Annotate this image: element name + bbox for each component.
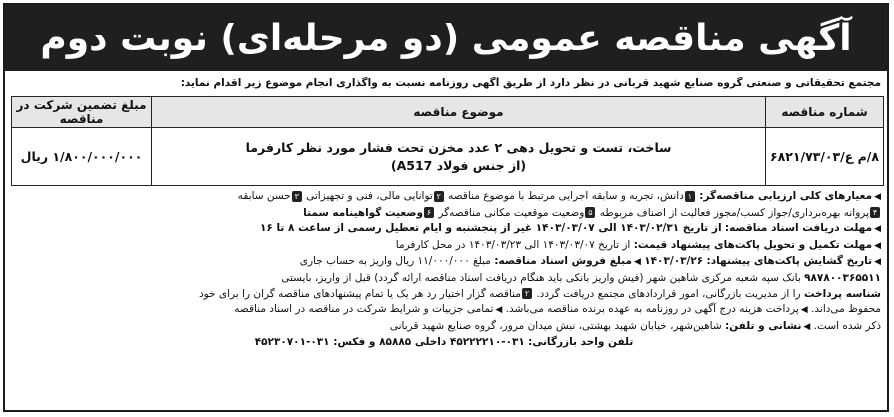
- address-line: [7, 319, 881, 336]
- note-number: ۲: [522, 288, 532, 299]
- opening-date: ۱۴۰۳/۰۳/۲۶: [644, 255, 704, 268]
- criteria-number: ۴: [870, 207, 880, 218]
- payment-id-label: شناسه پرداخت: [803, 287, 881, 300]
- ad-title: آگهی مناقصه عمومی (دو مرحله‌ای) نوبت دوم: [40, 17, 852, 59]
- criteria-number: ۲: [434, 191, 444, 202]
- payment-text-6: تمامی جزییات و شرایط شرکت در مناقصه در اسناد مناقصه: [234, 303, 494, 316]
- criteria-item: توانایی مالی، فنی و تجهیزاتی: [306, 190, 433, 202]
- payment-text-1: بانک سپه شعبه مرکزی شاهین شهر (فیش واریز بانکی باید هنگام دریافت اسناد مناقصه ارائه گردد) قبل از واریز، بایستی: [281, 271, 801, 284]
- criteria-number: ۳: [292, 191, 302, 202]
- table-row: [12, 128, 884, 186]
- arrow-icon: ◀: [495, 305, 503, 316]
- deadline-docs-label: مهلت دریافت اسناد مناقصه:: [724, 222, 873, 235]
- tender-subject: [152, 128, 766, 186]
- intro-text: مجتمع تحقیقاتی و صنعتی گروه صنایع شهید قربانی در نظر دارد از طریق آگهی روزنامه نسبت به واگذاری انجام موضوع زیر اقدام نماید:: [180, 77, 881, 89]
- criteria-line: [7, 189, 881, 206]
- tender-advertisement: [3, 3, 889, 412]
- criteria-item: وضعیت گواهینامه سمتا: [303, 206, 424, 219]
- criteria-item: وضعیت موقعیت مکانی مناقصه‌گر: [438, 206, 585, 219]
- opening-line: [7, 254, 881, 271]
- payment-text-4: محفوظ می‌داند.: [811, 303, 881, 316]
- phone-line: [7, 335, 881, 351]
- tender-subject-line1: ساخت، تست و تحویل دهی ۲ عدد مخزن تحت فشار مورد نظر کارفرما: [245, 139, 672, 155]
- address-text: شاهین‌شهر، خیابان شهید بهشتی، نبش میدان مرور، گروه صنایع شهید قربانی: [389, 319, 722, 332]
- criteria-number: ۱: [685, 191, 695, 202]
- criteria-number: ۶: [424, 207, 434, 218]
- opening-label: تاریخ گشایش پاکت‌های پیشنهاد:: [706, 255, 873, 268]
- arrow-icon: ◀: [874, 192, 881, 202]
- tender-table: [11, 96, 884, 186]
- header-guarantee-amount: مبلغ تضمین شرکت در مناقصه: [12, 97, 152, 128]
- payment-text-3: مناقصه گزار اختیار رد هر یک یا تمام پیشنهادهای مناقصه گران را برای خود: [198, 287, 521, 300]
- payment-line-2: [7, 287, 881, 303]
- deadline-bids-line: [7, 238, 881, 255]
- header-tender-subject: موضوع مناقصه: [152, 97, 766, 128]
- phone-label: تلفن واحد بازرگانی:: [528, 336, 634, 349]
- arrow-icon: ◀: [800, 305, 808, 316]
- arrow-icon: ◀: [633, 257, 641, 268]
- arrow-icon: ◀: [874, 224, 881, 235]
- deadline-bids-label: مهلت تکمیل و تحویل پاکت‌های پیشنهاد قیمت:: [633, 238, 873, 251]
- payment-line-1: [7, 271, 881, 287]
- header-tender-number: شماره مناقصه: [766, 97, 884, 128]
- arrow-icon: ◀: [874, 257, 881, 268]
- payment-text-5: پرداخت هزینه درج آگهی در روزنامه به عهده برنده مناقصه می‌باشد.: [505, 303, 799, 316]
- payment-text-7: ذکر شده است.: [813, 319, 881, 332]
- tender-number: ۸/م ع/۶۸۲۱/۷۳/۰۳: [766, 128, 884, 186]
- payment-line-3: [7, 302, 881, 319]
- address-label: نشانی و تلفن:: [724, 319, 802, 332]
- guarantee-amount: ۱/۸۰۰/۰۰۰/۰۰۰ ریال: [12, 128, 152, 186]
- arrow-icon: ◀: [803, 321, 811, 332]
- tender-subject-line2: (از جنس فولاد A517): [390, 157, 527, 173]
- deadline-docs-line: [7, 221, 881, 238]
- arrow-icon: ◀: [874, 240, 881, 251]
- payment-text-2: را از مدیریت بازرگانی، امور قراردادهای مجتمع دریافت گردد.: [536, 287, 801, 300]
- ad-title-banner: [5, 5, 887, 71]
- document-sale-label: مبلغ فروش اسناد مناقصه:: [494, 255, 632, 268]
- deadline-bids-text: از تاریخ ۱۴۰۳/۰۳/۰۷ الی ۱۴۰۳/۰۳/۲۳ در محل کارفرما: [395, 238, 631, 251]
- criteria-item: حسن سابقه: [237, 190, 291, 202]
- deadline-docs-text: از تاریخ ۱۴۰۳/۰۲/۳۱ الی ۱۴۰۳/۰۳/۰۷ غیر از پنجشنبه و ایام تعطیل رسمی از ساعت ۸ تا ۱۶: [260, 222, 722, 235]
- criteria-number: ۵: [585, 207, 595, 218]
- document-sale-text: مبلغ ۱۱/۰۰۰/۰۰۰ ریال واریز به حساب جاری: [299, 255, 491, 268]
- tender-table-header: [12, 97, 884, 128]
- criteria-item: پروانه بهره‌برداری/جواز کسب/مجوز فعالیت از اصناف مربوطه: [599, 206, 869, 219]
- criteria-label: معیارهای کلی ارزیابی مناقصه‌گر:: [699, 190, 873, 202]
- criteria-line-2: [7, 206, 881, 222]
- criteria-item: دانش، تجربه و سابقه اجرایی مرتبط با موضوع مناقصه: [448, 190, 684, 202]
- tender-details: [7, 189, 881, 351]
- phone-text: ۰۳۱-۴۵۲۲۲۲۱۰ داخلی ۸۵۸۸۵ و فکس: ۰۳۱-۴۵۲۳۰۷۰۱: [254, 336, 525, 349]
- account-number: ۹۸۷۸۰۰۳۶۵۵۱۱: [804, 271, 881, 284]
